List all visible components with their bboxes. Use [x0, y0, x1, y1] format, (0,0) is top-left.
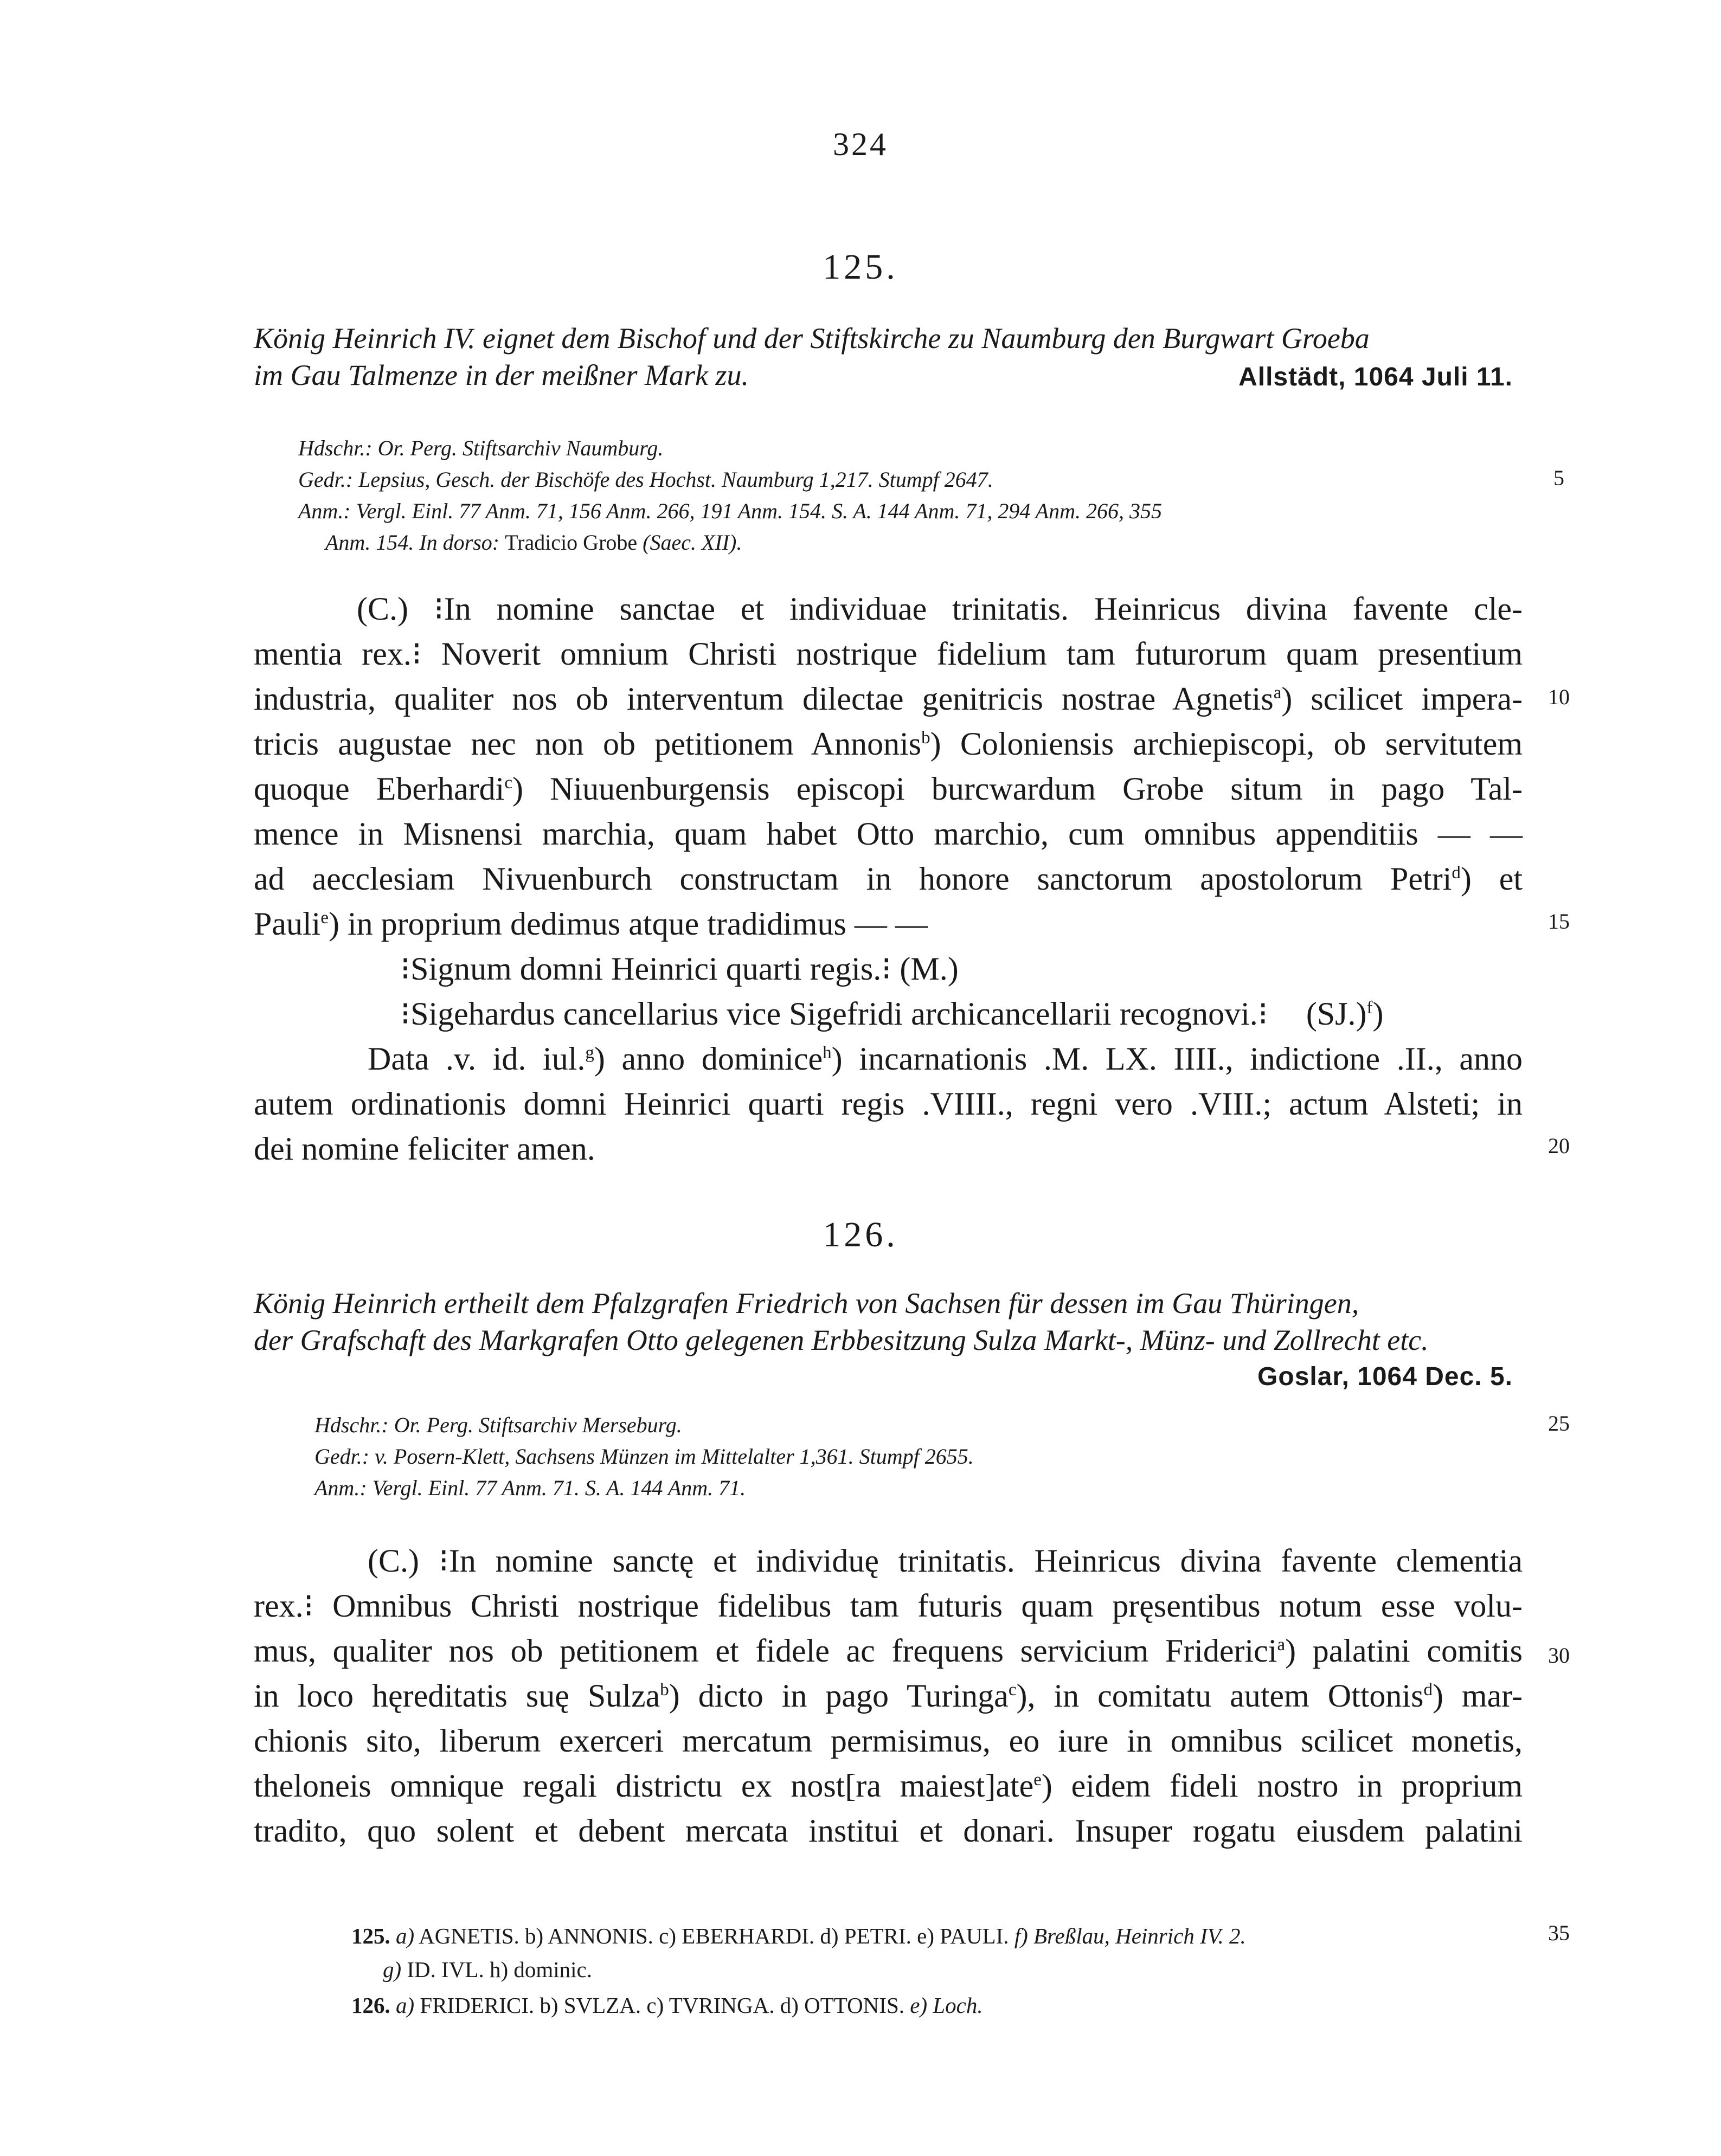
footnote-125-note-f: Breßlau, Heinrich IV. 2. [1033, 1923, 1246, 1948]
doc125-text-line-2: mentia rex.⁝ Noverit omnium Christi nostrique fidelium tam futurorum quam presentium [254, 636, 1523, 672]
doc125-dorso-text: Tradicio Grobe [505, 530, 638, 555]
doc125-regest-line-2-text: im Gau Talmenze in der meißner Mark zu. [254, 359, 749, 391]
doc126-line-6-a: theloneis omnique regali districtu ex nost[ra maiest]ate [254, 1768, 1034, 1804]
doc125-line-4-b: ) Coloniensis archiepiscopi, ob servitutem [930, 726, 1523, 762]
doc125-anm-cont [325, 527, 742, 558]
footnote-ref-e: e [320, 908, 329, 928]
doc125-line-5-b: ) Niuuenburgensis episcopi burcwardum Grobe situm in pago Tal- [512, 771, 1523, 807]
doc126-line-6-b: ) eidem fideli nostro in proprium [1041, 1768, 1523, 1804]
footnote-ref-b: b [660, 1680, 669, 1700]
footnote-ref-b: b [921, 728, 930, 748]
footnote-125-siglum-f: f) [1014, 1923, 1028, 1948]
doc126-line-4-c: ), in comitatu autem Ottonis [1016, 1678, 1424, 1714]
footnotes-125 [351, 1919, 1246, 1953]
doc126-number: 126. [823, 1215, 898, 1254]
footnote-ref-g: g [585, 1043, 594, 1063]
doc125-signum: ⁝Signum domni Heinrici quarti regis.⁝ (M.) [400, 951, 959, 987]
doc125-data-c: ) incarnationis .M. LX. IIII., indictione .II., anno [831, 1041, 1523, 1077]
footnote-125-line-1: AGNETIS. b) ANNONIS. c) EBERHARDI. d) PETRI. e) PAULI. [419, 1923, 1009, 1948]
footnotes-125-cont [383, 1953, 592, 1986]
doc126-line-4-a: in loco hęreditatis suę Sulza [254, 1678, 660, 1714]
line-number-30: 30 [1548, 1643, 1570, 1668]
doc125-line-3-a: industria, qualiter nos ob interventum dilectae genitricis nostrae Agnetis [254, 681, 1274, 717]
footnote-ref-h: h [823, 1043, 832, 1063]
doc126-line-4-b: ) dicto in pago Turinga [669, 1678, 1009, 1714]
doc126-regest-line-1: König Heinrich ertheilt dem Pfalzgrafen Friedrich von Sachsen für dessen im Gau Thüringen, [254, 1287, 1359, 1320]
doc125-text-line-4 [254, 722, 1523, 767]
doc125-hdschr: Hdschr.: Or. Perg. Stiftsarchiv Naumburg. [298, 436, 664, 460]
footnote-ref-d: d [1452, 863, 1461, 883]
doc125-line-5-a: quoque Eberhardi [254, 771, 505, 807]
footnote-126-siglum-a: a) [396, 1993, 415, 2018]
doc125-line-7-b: ) et [1460, 861, 1523, 897]
doc126-text-line-2: rex.⁝ Omnibus Christi nostrique fidelibus tam futuris quam pręsentibus notum esse volu- [254, 1588, 1523, 1624]
doc125-text-line-12: autem ordinationis domni Heinrici quarti regis .VIIII., regni vero .VIII.; actum Alsteti; in [254, 1086, 1523, 1122]
line-number-15: 15 [1548, 909, 1570, 934]
footnote-ref-c: c [504, 773, 512, 793]
doc126-regest [254, 1285, 1523, 1359]
doc126-text [254, 1539, 1523, 1853]
doc126-text-line-7: tradito, quo solent et debent mercata institui et donari. Insuper rogatu eiusdem palatini [254, 1813, 1523, 1849]
footnote-125-siglum-g: g) [383, 1957, 402, 1982]
doc125-text-line-8 [254, 902, 1523, 947]
doc126-regest-line-2: der Grafschaft des Markgrafen Otto gelegenen Erbbesitzung Sulza Markt-, Münz- und Zollrecht etc. [254, 1324, 1429, 1356]
doc125-gedr: Gedr.: Lepsius, Gesch. der Bischöfe des Hochst. Naumburg 1,217. Stumpf 2647. [298, 467, 993, 492]
doc125-text-line-1: (C.) ⁝In nomine sanctae et individuae trinitatis. Heinricus divina favente cle- [357, 591, 1523, 627]
line-number-35: 35 [1548, 1921, 1570, 1945]
doc125-text [254, 587, 1523, 1172]
footnote-125-label: 125. [351, 1923, 390, 1948]
doc125-recognition: ⁝Sigehardus cancellarius vice Sigefridi archicancellarii recognovi.⁝ $(SJ.)^f$) [400, 996, 1384, 1032]
doc126-text-line-3 [254, 1629, 1523, 1674]
doc125-data-line [254, 1037, 1523, 1082]
doc125-text-line-13: dei nomine feliciter amen. [254, 1131, 595, 1167]
doc125-line-3-b: ) scilicet impera- [1281, 681, 1523, 717]
line-number-25: 25 [1548, 1411, 1570, 1436]
doc125-number: 125. [823, 247, 898, 287]
doc125-text-line-3 [254, 677, 1523, 722]
footnote-126-note-e: Loch. [933, 1993, 983, 2018]
doc125-text-line-6: mence in Misnensi marchia, quam habet Otto marchio, cum omnibus appenditiis — — [254, 816, 1523, 852]
doc126-place-date: Goslar, 1064 Dec. 5. [1257, 1362, 1513, 1391]
footnote-125-siglum-a: a) [396, 1923, 415, 1948]
footnote-ref-e: e [1033, 1770, 1042, 1790]
doc125-anm-cont-prefix: Anm. 154. In dorso: [325, 530, 500, 555]
doc126-line-3-b: ) palatini comitis [1285, 1633, 1523, 1669]
doc126-gedr: Gedr.: v. Posern-Klett, Sachsens Münzen im Mittelalter 1,361. Stumpf 2655. [314, 1444, 974, 1469]
footnote-ref-a: a [1277, 1635, 1286, 1655]
doc126-hdschr: Hdschr.: Or. Perg. Stiftsarchiv Merseburg. [314, 1413, 682, 1437]
doc125-data-a: Data .v. id. iul. [368, 1041, 586, 1077]
doc125-regest-line-1: König Heinrich IV. eignet dem Bischof und der Stiftskirche zu Naumburg den Burgwart Groeba [254, 322, 1370, 355]
footnote-126-siglum-e: e) [910, 1993, 928, 2018]
footnote-ref-c: c [1008, 1680, 1017, 1700]
doc125-line-8-a: Pauli [254, 906, 321, 942]
doc125-recognition-sj: (SJ.) [1306, 996, 1367, 1032]
footnote-126-label: 126. [351, 1993, 390, 2018]
footnotes-126 [351, 1988, 983, 2022]
doc125-anm: Anm.: Vergl. Einl. 77 Anm. 71, 156 Anm. 266, 191 Anm. 154. S. A. 144 Anm. 71, 294 Anm. 266, 355 [298, 499, 1162, 523]
doc126-text-line-6 [254, 1764, 1523, 1809]
doc126-text-line-1: (C.) ⁝In nomine sanctę et individuę trinitatis. Heinricus divina favente clementia [368, 1543, 1523, 1579]
doc125-place-date: Allstädt, 1064 Juli 11. [1238, 363, 1513, 391]
doc125-anm-cont-suffix: (Saec. XII). [643, 530, 742, 555]
page-number: 324 [833, 126, 888, 162]
doc126-line-4-d: ) mar- [1432, 1678, 1523, 1714]
doc125-text-line-7 [254, 857, 1523, 902]
footnote-125-line-2: ID. IVL. h) dominic. [407, 1957, 592, 1982]
footnote-126-line: FRIDERICI. b) SVLZA. c) TVRINGA. d) OTTONIS. [420, 1993, 904, 2018]
line-number-5: 5 [1553, 466, 1564, 490]
doc126-anm: Anm.: Vergl. Einl. 77 Anm. 71. S. A. 144 Anm. 71. [314, 1476, 746, 1500]
doc126-line-3-a: mus, qualiter nos ob petitionem et fidele ac frequens servicium Friderici [254, 1633, 1277, 1669]
footnote-ref-f: f [1366, 998, 1373, 1018]
doc125-text-line-5 [254, 767, 1523, 812]
doc125-line-7-a: ad aecclesiam Nivuenburch constructam in honore sanctorum apostolorum Petri [254, 861, 1452, 897]
footnote-ref-d: d [1423, 1680, 1433, 1700]
doc125-line-8-b: ) in proprium dedimus atque tradidimus — — [329, 906, 928, 942]
doc125-recognition-text: ⁝Sigehardus cancellarius vice Sigefridi archicancellarii recognovi.⁝ [400, 996, 1268, 1032]
line-number-20: 20 [1548, 1134, 1570, 1158]
doc126-text-line-5: chionis sito, liberum exerceri mercatum permisimus, eo iure in omnibus scilicet monetis, [254, 1723, 1523, 1759]
doc125-line-4-a: tricis augustae nec non ob petitionem Annonis [254, 726, 922, 762]
doc126-text-line-4 [254, 1674, 1523, 1719]
line-number-10: 10 [1548, 685, 1570, 709]
footnote-ref-a: a [1273, 683, 1282, 703]
doc125-data-b: ) anno dominice [594, 1041, 823, 1077]
